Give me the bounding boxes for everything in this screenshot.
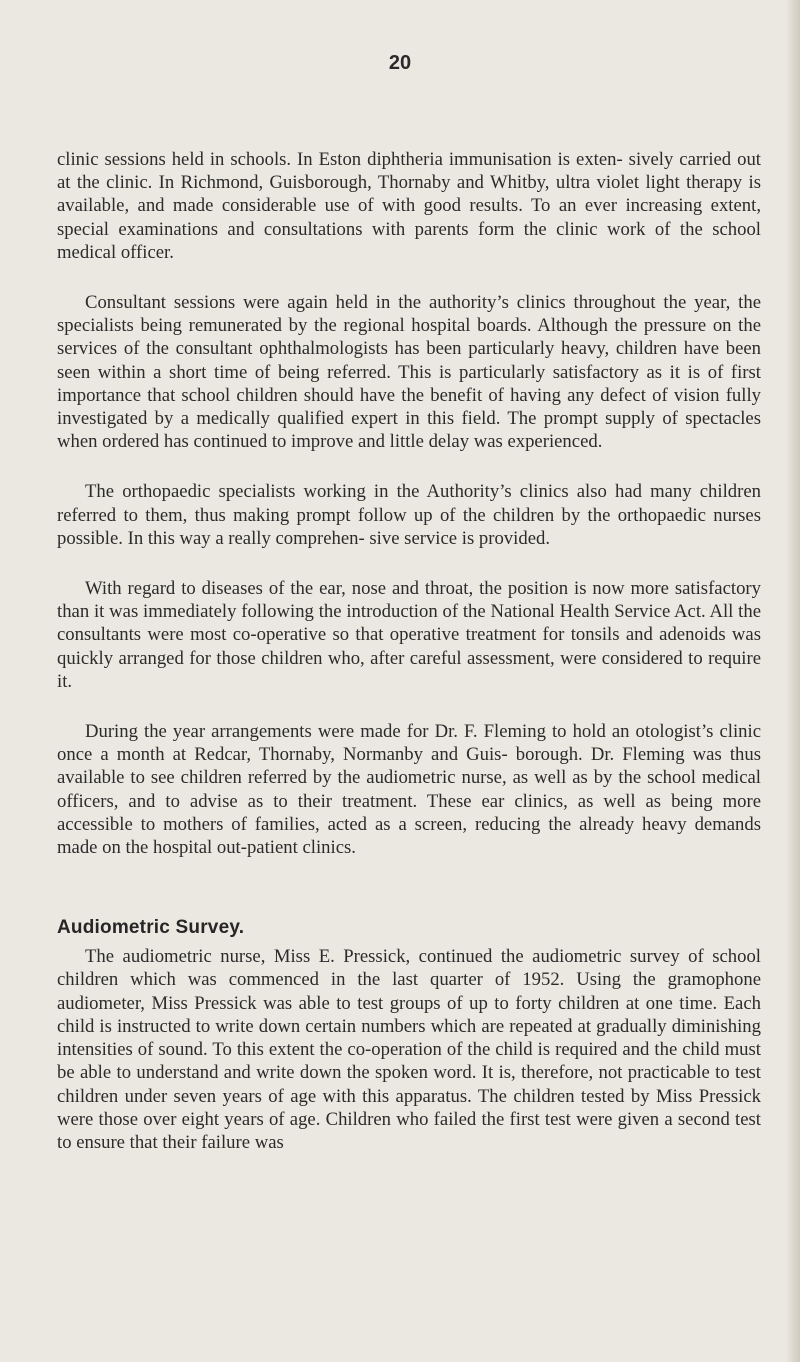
body-text	[57, 148, 761, 1181]
page-edge-shadow	[786, 0, 800, 1362]
paragraph-orthopaedic: The orthopaedic specialists working in the Authority’s clinics also had many children referred to them, thus making prompt follow up of the children by the orthopaedic nurses possible. In this way a really comprehen- sive service is provided.	[57, 481, 761, 549]
paragraph-audiometric-survey: The audiometric nurse, Miss E. Pressick, continued the audiometric survey of school children which was commenced in the last quarter of 1952. Using the gramophone audiometer, Miss Pressick was able to test groups of up to forty children at one time. Each child is instructed to write down certain numbers which are repeated at gradually diminishing intensities of sound. To this extent the co-operation of the child is required and the child must be able to understand and write down the spoken word. It is, therefore, not practicable to test children under seven years of age with this apparatus. The children tested by Miss Pressick were those over eight years of age. Children who failed the first test were given a second test to ensure that their failure was	[57, 946, 761, 1153]
section-heading: Audiometric Survey.	[57, 917, 245, 939]
paragraph-clinic-sessions: clinic sessions held in schools. In Eston diphtheria immunisation is exten- sively carried out at the clinic. In Richmond, Guisborough, Thornaby and Whitby, ultra violet light therapy is available, and made considerable use of with good results. To an ever increasing extent, special examinations and consultations with parents form the clinic work of the school medical officer.	[57, 149, 761, 263]
paragraph-otologist-clinic: During the year arrangements were made for Dr. F. Fleming to hold an otologist’s clinic once a month at Redcar, Thornaby, Normanby and Guis- borough. Dr. Fleming was thus available to see children referred by the audiometric nurse, as well as by the school medical officers, and to advise as to their treatment. These ear clinics, as well as being more accessible to mothers of families, acted as a screen, reducing the already heavy demands made on the hospital out-patient clinics.	[57, 721, 761, 859]
paragraph-consultant-sessions: Consultant sessions were again held in the authority’s clinics throughout the year, the specialists being remunerated by the regional hospital boards. Although the pressure on the services of the consultant ophthalmologists has been particularly heavy, children have been seen within a short time of being referred. This is particularly satisfactory as it is of first importance that school children should have the benefit of having any defect of vision fully investigated by a medically qualified expert in this field. The prompt supply of spectacles when ordered has continued to improve and little delay was experienced.	[57, 292, 761, 453]
paragraph-ear-nose-throat: With regard to diseases of the ear, nose and throat, the position is now more satisfactory than it was immediately following the introduction of the National Health Service Act. All the consultants were most co-operative so that operative treatment for tonsils and adenoids was quickly arranged for those children who, after careful assessment, were considered to require it.	[57, 578, 761, 692]
page-number: 20	[388, 52, 412, 74]
